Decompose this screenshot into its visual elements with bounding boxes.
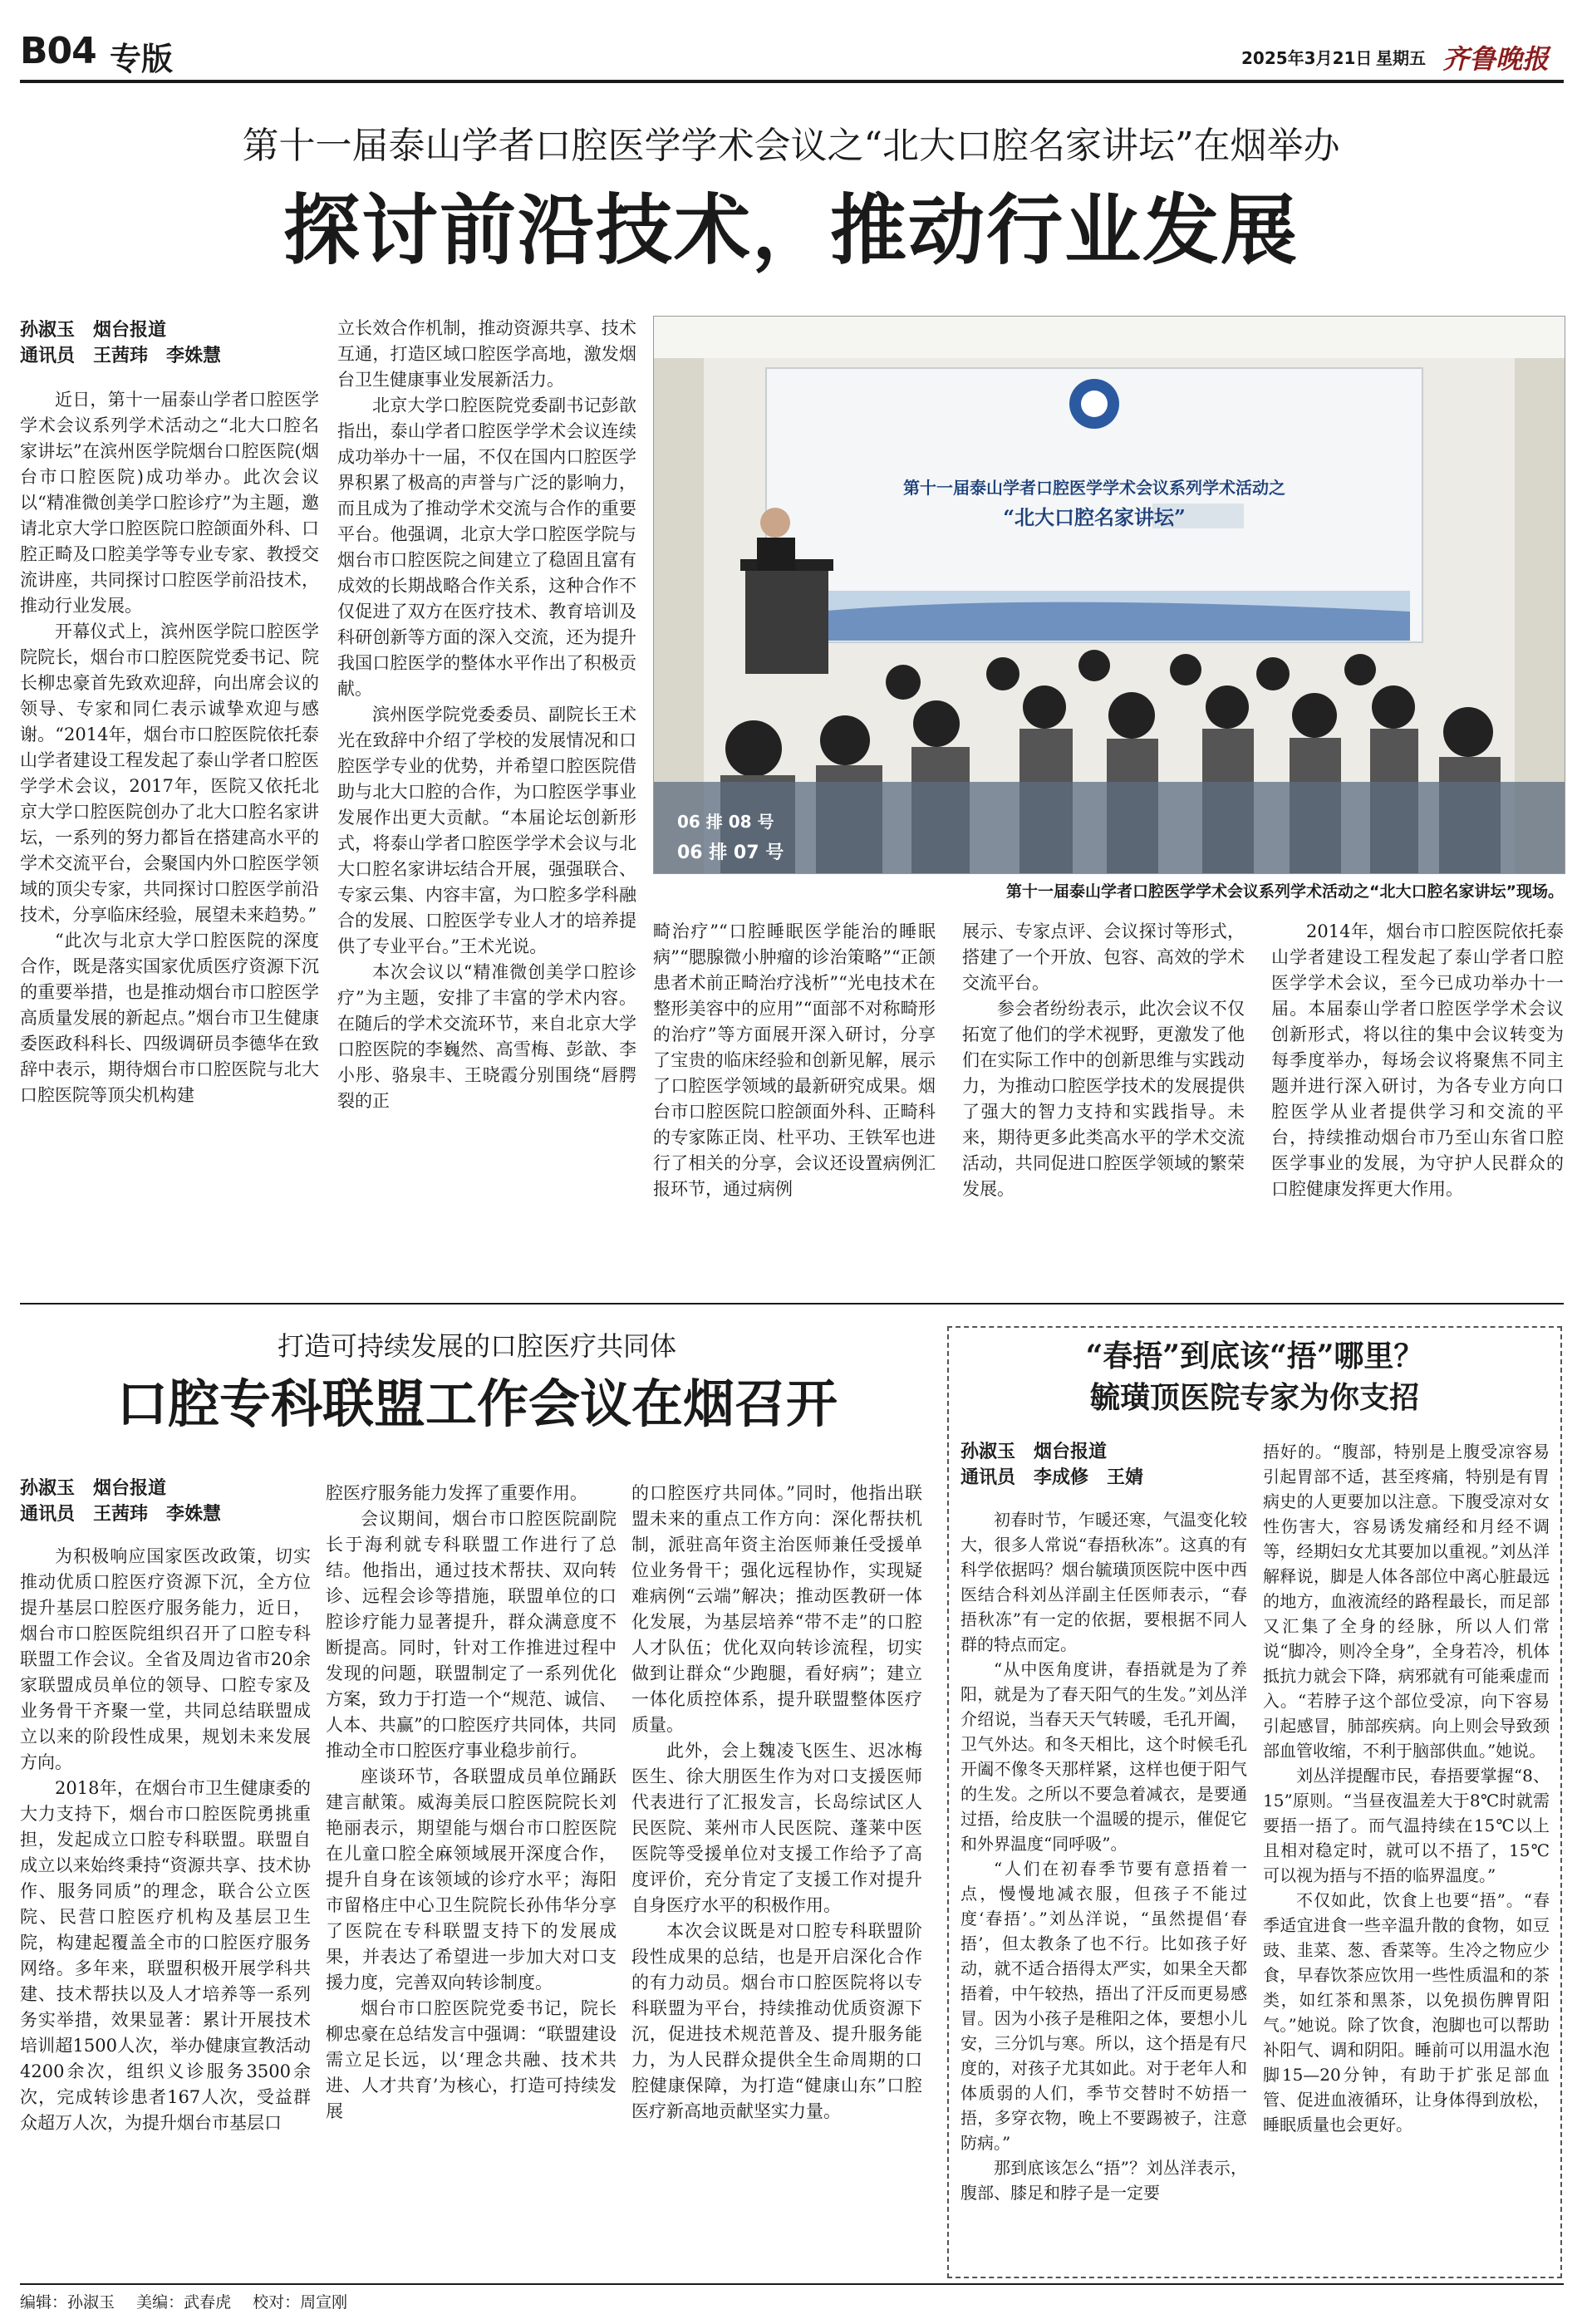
article1-column-4 [962,919,1245,1368]
paragraph: 烟台市口腔医院党委书记，院长柳忠豪在总结发言中强调：“联盟建设需立足长远，以‘理念共融、技术共进、人才共育’为核心，打造可持续发展 [326,1998,617,2121]
photo-banner-title: 第十一届泰山学者口腔医学学术会议系列学术活动之 [903,478,1285,498]
footer-designer: 美编：武春虎 [136,2293,232,2312]
paragraph: 2014年，烟台市口腔医院依托泰山学者建设工程发起了泰山学者口腔医学学术会议，至今已成功举办十一届。本届泰山学者口腔医学学术会议创新形式，将以往的集中会议转变为每季度举办，每场会议将聚焦不同主题并进行深入研讨，为各专业方向口腔医学从业者提供学习和交流的平台，持续推动烟台市乃至山东省口腔医学事业的发展，为守护人民群众的口腔健康发挥更大作用。 [1271,921,1564,1199]
header-rule [20,80,1564,83]
article3-reporter: 孙淑玉 烟台报道 [960,1442,1108,1462]
article1-kicker: 第十一届泰山学者口腔医学学术会议之“北大口腔名家讲坛”在烟举办 [242,125,1340,167]
paragraph: 立长效合作机制，推动资源共享、技术互通，打造区域口腔医学高地，激发烟台卫生健康事业发展新活力。 [337,318,636,390]
paragraph: 畸治疗”“口腔睡眠医学能治的睡眠病”“腮腺微小肿瘤的诊治策略”“正颌患者术前正畸治疗浅析”“光电技术在整形美容中的应用”“面部不对称畸形的治疗”等方面展开深入研讨，分享了宝贵的临床经验和创新见解，展示了口腔医学领域的最新研究成果。烟台市口腔医院口腔颌面外科、正畸科的专家陈正岗、杜平功、王铁军也进行了相关的分享，会议还设置病例汇报环节，通过病例 [653,921,936,1199]
article2-reporter: 孙淑玉 烟台报道 [20,1478,167,1499]
footer-editor: 编辑：孙淑玉 [20,2293,115,2312]
paragraph: 此外，会上魏凌飞医生、迟冰梅医生、徐大朋医生作为对口支援医师代表进行了汇报发言，长岛综试区人民医院、莱州市人民医院、蓬莱中医医院等受援单位对支援工作给予了高度评价，充分肯定了支援工作对提升自身医疗水平的积极作用。 [631,1741,922,1915]
article2-correspondents: 通讯员 王茜玮 李姝慧 [20,1504,222,1525]
issue-weekday: 星期五 [1376,48,1426,68]
photo-seat-label-2: 06 排 08 号 [677,812,774,832]
article2-column-3 [631,1481,922,2275]
paragraph: 初春时节，乍暖还寒，气温变化较大，很多人常说“春捂秋冻”。这真的有科学依据吗？烟台毓璜顶医院中医中西医结合科刘丛洋副主任医师表示，“春捂秋冻”有一定的依据，要根据不同人群的特点而定。 [960,1510,1247,1654]
event-photo-image [654,317,1565,873]
paragraph: 2018年，在烟台市卫生健康委的大力支持下，烟台市口腔医院勇挑重担，发起成立口腔专科联盟。联盟自成立以来始终秉持“资源共享、技术协作、服务同质”的理念，联合公立医院、民营口腔医疗机构及基层卫生院，构建起覆盖全市的口腔医疗服务网络。多年来，联盟积极开展学科共建、技术帮扶以及人才培养等一系列务实举措，效果显著：累计开展技术培训超1500人次，举办健康宣教活动4200余次，组织义诊服务3500余次，完成转诊患者167人次，受益群众超万人次，为提升烟台市基层口 [20,1778,311,2133]
paragraph: “此次与北京大学口腔医院的深度合作，既是落实国家优质医疗资源下沉的重要举措，也是推动烟台市口腔医学高质量发展的新起点。”烟台市卫生健康委医政科科长、四级调研员李德华在致辞中表示，期待烟台市口腔医院与北大口腔医院等顶尖机构建 [20,931,319,1105]
paragraph: 北京大学口腔医院党委副书记彭歆指出，泰山学者口腔医学学术会议连续成功举办十一届，不仅在国内口腔医学界积累了极高的声誉与广泛的影响力，而且成为了推动学术交流与合作的重要平台。他强调，北京大学口腔医学院与烟台市口腔医院之间建立了稳固且富有成效的长期战略合作关系，这种合作不仅促进了双方在医疗技术、教育培训及科研创新等方面的深入交流，还为提升我国口腔医学的整体水平作出了积极贡献。 [337,396,636,699]
paragraph: “人们在初春季节要有意捂着一点，慢慢地减衣服，但孩子不能过度‘春捂’。”刘丛洋说，“虽然提倡‘春捂’，但太教条了也不行。比如孩子好动，就不适合捂得太严实，如果全天都捂着，中午较热，捂出了汗反而更易感冒。因为小孩子是稚阳之体，要想小儿安，三分饥与寒。所以，这个捂是有尺度的，对孩子尤其如此。对于老年人和体质弱的人们，季节交替时不妨捂一捂，多穿衣物，晚上不要踢被子，注意防病。” [960,1859,1247,2153]
article3-column-1 [960,1507,1247,2272]
article1-column-3 [653,919,936,1368]
article3-byline [960,1439,1251,1491]
photo-banner-subtitle: “北大口腔名家讲坛” [1003,505,1186,529]
paragraph: 近日，第十一届泰山学者口腔医学学术会议系列学术活动之“北大口腔名家讲坛”在滨州医学院烟台口腔医院(烟台市口腔医院)成功举办。此次会议以“精准微创美学口腔诊疗”为主题，邀请北京大学口腔医院口腔颌面外科、口腔正畸及口腔美学等专业专家、教授交流讲座，共同探讨口腔医学前沿技术，推动行业发展。 [20,390,319,616]
paragraph: 展示、专家点评、会议探讨等形式，搭建了一个开放、包容、高效的学术交流平台。 [962,921,1245,993]
article1-column-2 [337,316,636,1369]
paragraph: 为积极响应国家医改政策，切实推动优质口腔医疗资源下沉，全方位提升基层口腔医疗服务能力，近日，烟台市口腔医院组织召开了口腔专科联盟工作会议。全省及周边省市20余家联盟成员单位的领导、口腔专家及业务骨干齐聚一堂，共同总结联盟成立以来的阶段性成果，规划未来发展方向。 [20,1546,311,1772]
section-name: 专版 [110,41,174,77]
paragraph: 刘丛洋提醒市民，春捂要掌握“8、15”原则。“当昼夜温差大于8℃时就需要捂一捂了。而气温持续在15℃以上且相对稳定时，就可以不捂了，15℃可以视为捂与不捂的临界温度。” [1263,1766,1550,1885]
article2-headline: 口腔专科联盟工作会议在烟召开 [115,1373,838,1434]
article1-correspondents: 通讯员 王茜玮 李姝慧 [20,346,222,366]
issue-date: 2025年3月21日 [1241,48,1373,68]
paragraph: 滨州医学院党委委员、副院长王术光在致辞中介绍了学校的发展情况和口腔医学专业的优势，并希望口腔医院借助与北大口腔的合作，为口腔医学事业发展作出更大贡献。“本届论坛创新形式，将泰山学者口腔医学学术会议与北大口腔名家讲坛结合开展，强强联合、专家云集、内容丰富，为口腔多学科融合的发展、口腔医学专业人才的培养提供了专业平台。”王术光说。 [337,705,636,956]
article1-reporter: 孙淑玉 烟台报道 [20,320,167,341]
page-code: B04 [20,30,96,72]
article1-column-1 [20,387,319,1368]
footer-credits [20,2290,347,2312]
article1-headline: 探讨前沿技术，推动行业发展 [282,185,1299,275]
paragraph: 腔医疗服务能力发挥了重要作用。 [326,1483,587,1503]
article3-column-2 [1263,1439,1550,2272]
event-photo [653,316,1565,874]
footer-rule [20,2283,1564,2285]
photo-caption: 第十一届泰山学者口腔医学学术会议系列学术活动之“北大口腔名家讲坛”现场。 [1006,882,1564,901]
article1-byline [20,317,319,369]
article2-kicker: 打造可持续发展的口腔医疗共同体 [277,1330,676,1362]
paragraph: 那到底该怎么“捂”？刘丛洋表示，腹部、膝足和脖子是一定要 [960,2158,1247,2203]
article3-headline-2: 毓璜顶医院专家为你支招 [1089,1380,1419,1415]
section-divider [20,1303,1564,1304]
paragraph: 本次会议既是对口腔专科联盟阶段性成果的总结，也是开启深化合作的有力动员。烟台市口腔医院将以专科联盟为平台，持续推动优质资源下沉，促进技术规范普及、提升服务能力，为人民群众提供全生命周期的口腔健康保障，为打造“健康山东”口腔医疗新高地贡献坚实力量。 [631,1921,922,2121]
paragraph: 座谈环节，各联盟成员单位踊跃建言献策。威海美辰口腔医院院长刘艳丽表示，期望能与烟台市口腔医院在儿童口腔全麻领域展开深度合作，提升自身在该领域的诊疗水平；海阳市留格庄中心卫生院院长孙伟华分享了医院在专科联盟支持下的发展成果，并表达了希望进一步加大对口支援力度，完善双向转诊制度。 [326,1766,617,1992]
article2-column-1 [20,1544,311,2275]
paragraph: 会议期间，烟台市口腔医院副院长于海利就专科联盟工作进行了总结。他指出，通过技术帮扶、双向转诊、远程会诊等措施，联盟单位的口腔诊疗能力显著提升，群众满意度不断提高。同时，针对工作推进过程中发现的问题，联盟制定了一系列优化方案，致力于打造一个“规范、诚信、人本、共赢”的口腔医疗共同体，共同推动全市口腔医疗事业稳步前行。 [326,1509,617,1761]
photo-seat-label-1: 06 排 07 号 [677,843,784,863]
article3-headline-1: “春捂”到底该“捂”哪里？ [1085,1339,1424,1373]
article2-column-2 [326,1481,617,2275]
paragraph: 捂好的。“腹部，特别是上腹受凉容易引起胃部不适，甚至疼痛，特别是有胃病史的人更要加以注意。下腹受凉对女性伤害大，容易诱发痛经和月经不调等，经期妇女尤其要加以重视。”刘丛洋解释说，脚是人体各部位中离心脏最远的地方，血液流经的路程最长，而足部又汇集了全身的经脉，所以人们常说“脚冷，则冷全身”，全身若冷，机体抵抗力就会下降，病邪就有可能乘虚而入。“若脖子这个部位受凉，向下容易引起感冒，肺部疾病。向上则会导致颈部血管收缩，不利于脑部供血。”她说。 [1263,1442,1550,1761]
article2-byline [20,1476,311,1527]
paragraph: “从中医角度讲，春捂就是为了养阳，就是为了春天阳气的生发。”刘丛洋介绍说，当春天天气转暖，毛孔开阖，卫气外达。和冬天相比，这个时候毛孔开阖不像冬天那样紧，这样也便于阳气的生发。之所以不要急着减衣，是要通过捂，给皮肤一个温暖的提示，催促它和外界温度“同呼吸”。 [960,1659,1247,1854]
footer-proofreader: 校对：周宣刚 [253,2293,348,2312]
paragraph: 参会者纷纷表示，此次会议不仅拓宽了他们的学术视野，更激发了他们在实际工作中的创新思维与实践动力，为推动口腔医学技术的发展提供了强大的智力支持和实践指导。未来，期待更多此类高水平的学术交流活动，共同促进口腔医学领域的繁荣发展。 [962,999,1245,1199]
article1-column-5 [1271,919,1564,1368]
paragraph: 本次会议以“精准微创美学口腔诊疗”为主题，安排了丰富的学术内容。在随后的学术交流环节，来自北京大学口腔医院的李巍然、高雪梅、彭歆、李小彤、骆泉丰、王晓霞分别围绕“唇腭裂的正 [337,962,636,1111]
paragraph: 不仅如此，饮食上也要“捂”。“春季适宜进食一些辛温升散的食物，如豆豉、韭菜、葱、香菜等。生冷之物应少食，早春饮茶应饮用一些性质温和的茶类，如红茶和黑茶，以免损伤脾胃阳气。”她说。除了饮食，泡脚也可以帮助补阳气、调和阴阳。睡前可以用温水泡脚15—20分钟，有助于扩张足部血管、促进血液循环，让身体得到放松，睡眠质量也会更好。 [1263,1890,1550,2135]
article3-correspondents: 通讯员 李成修 王婧 [960,1467,1144,1488]
newspaper-logo: 齐鲁晚报 [1442,43,1550,75]
paragraph: 开幕仪式上，滨州医学院口腔医学院院长，烟台市口腔医院党委书记、院长柳忠豪首先致欢迎辞，向出席会议的领导、专家和同仁表示诚挚欢迎与感谢。“2014年，烟台市口腔医院依托泰山学者建设工程发起了泰山学者口腔医学学术会议，2017年，医院又依托北京大学口腔医院创办了北大口腔名家讲坛，一系列的努力都旨在搭建高水平的学术交流平台，会聚国内外口腔医学领域的顶尖专家，共同探讨口腔医学前沿技术，分享临床经验，展望未来趋势。” [20,622,319,925]
paragraph: 的口腔医疗共同体。”同时，他指出联盟未来的重点工作方向：深化帮扶机制，派驻高年资主治医师兼任受援单位业务骨干；强化远程协作，实现疑难病例“云端”解决；推动医教研一体化发展，为基层培养“带不走”的口腔人才队伍；优化双向转诊流程，切实做到让群众“少跑腿，看好病”；建立一体化质控体系，提升联盟整体医疗质量。 [631,1483,922,1735]
page-header [20,30,1564,80]
